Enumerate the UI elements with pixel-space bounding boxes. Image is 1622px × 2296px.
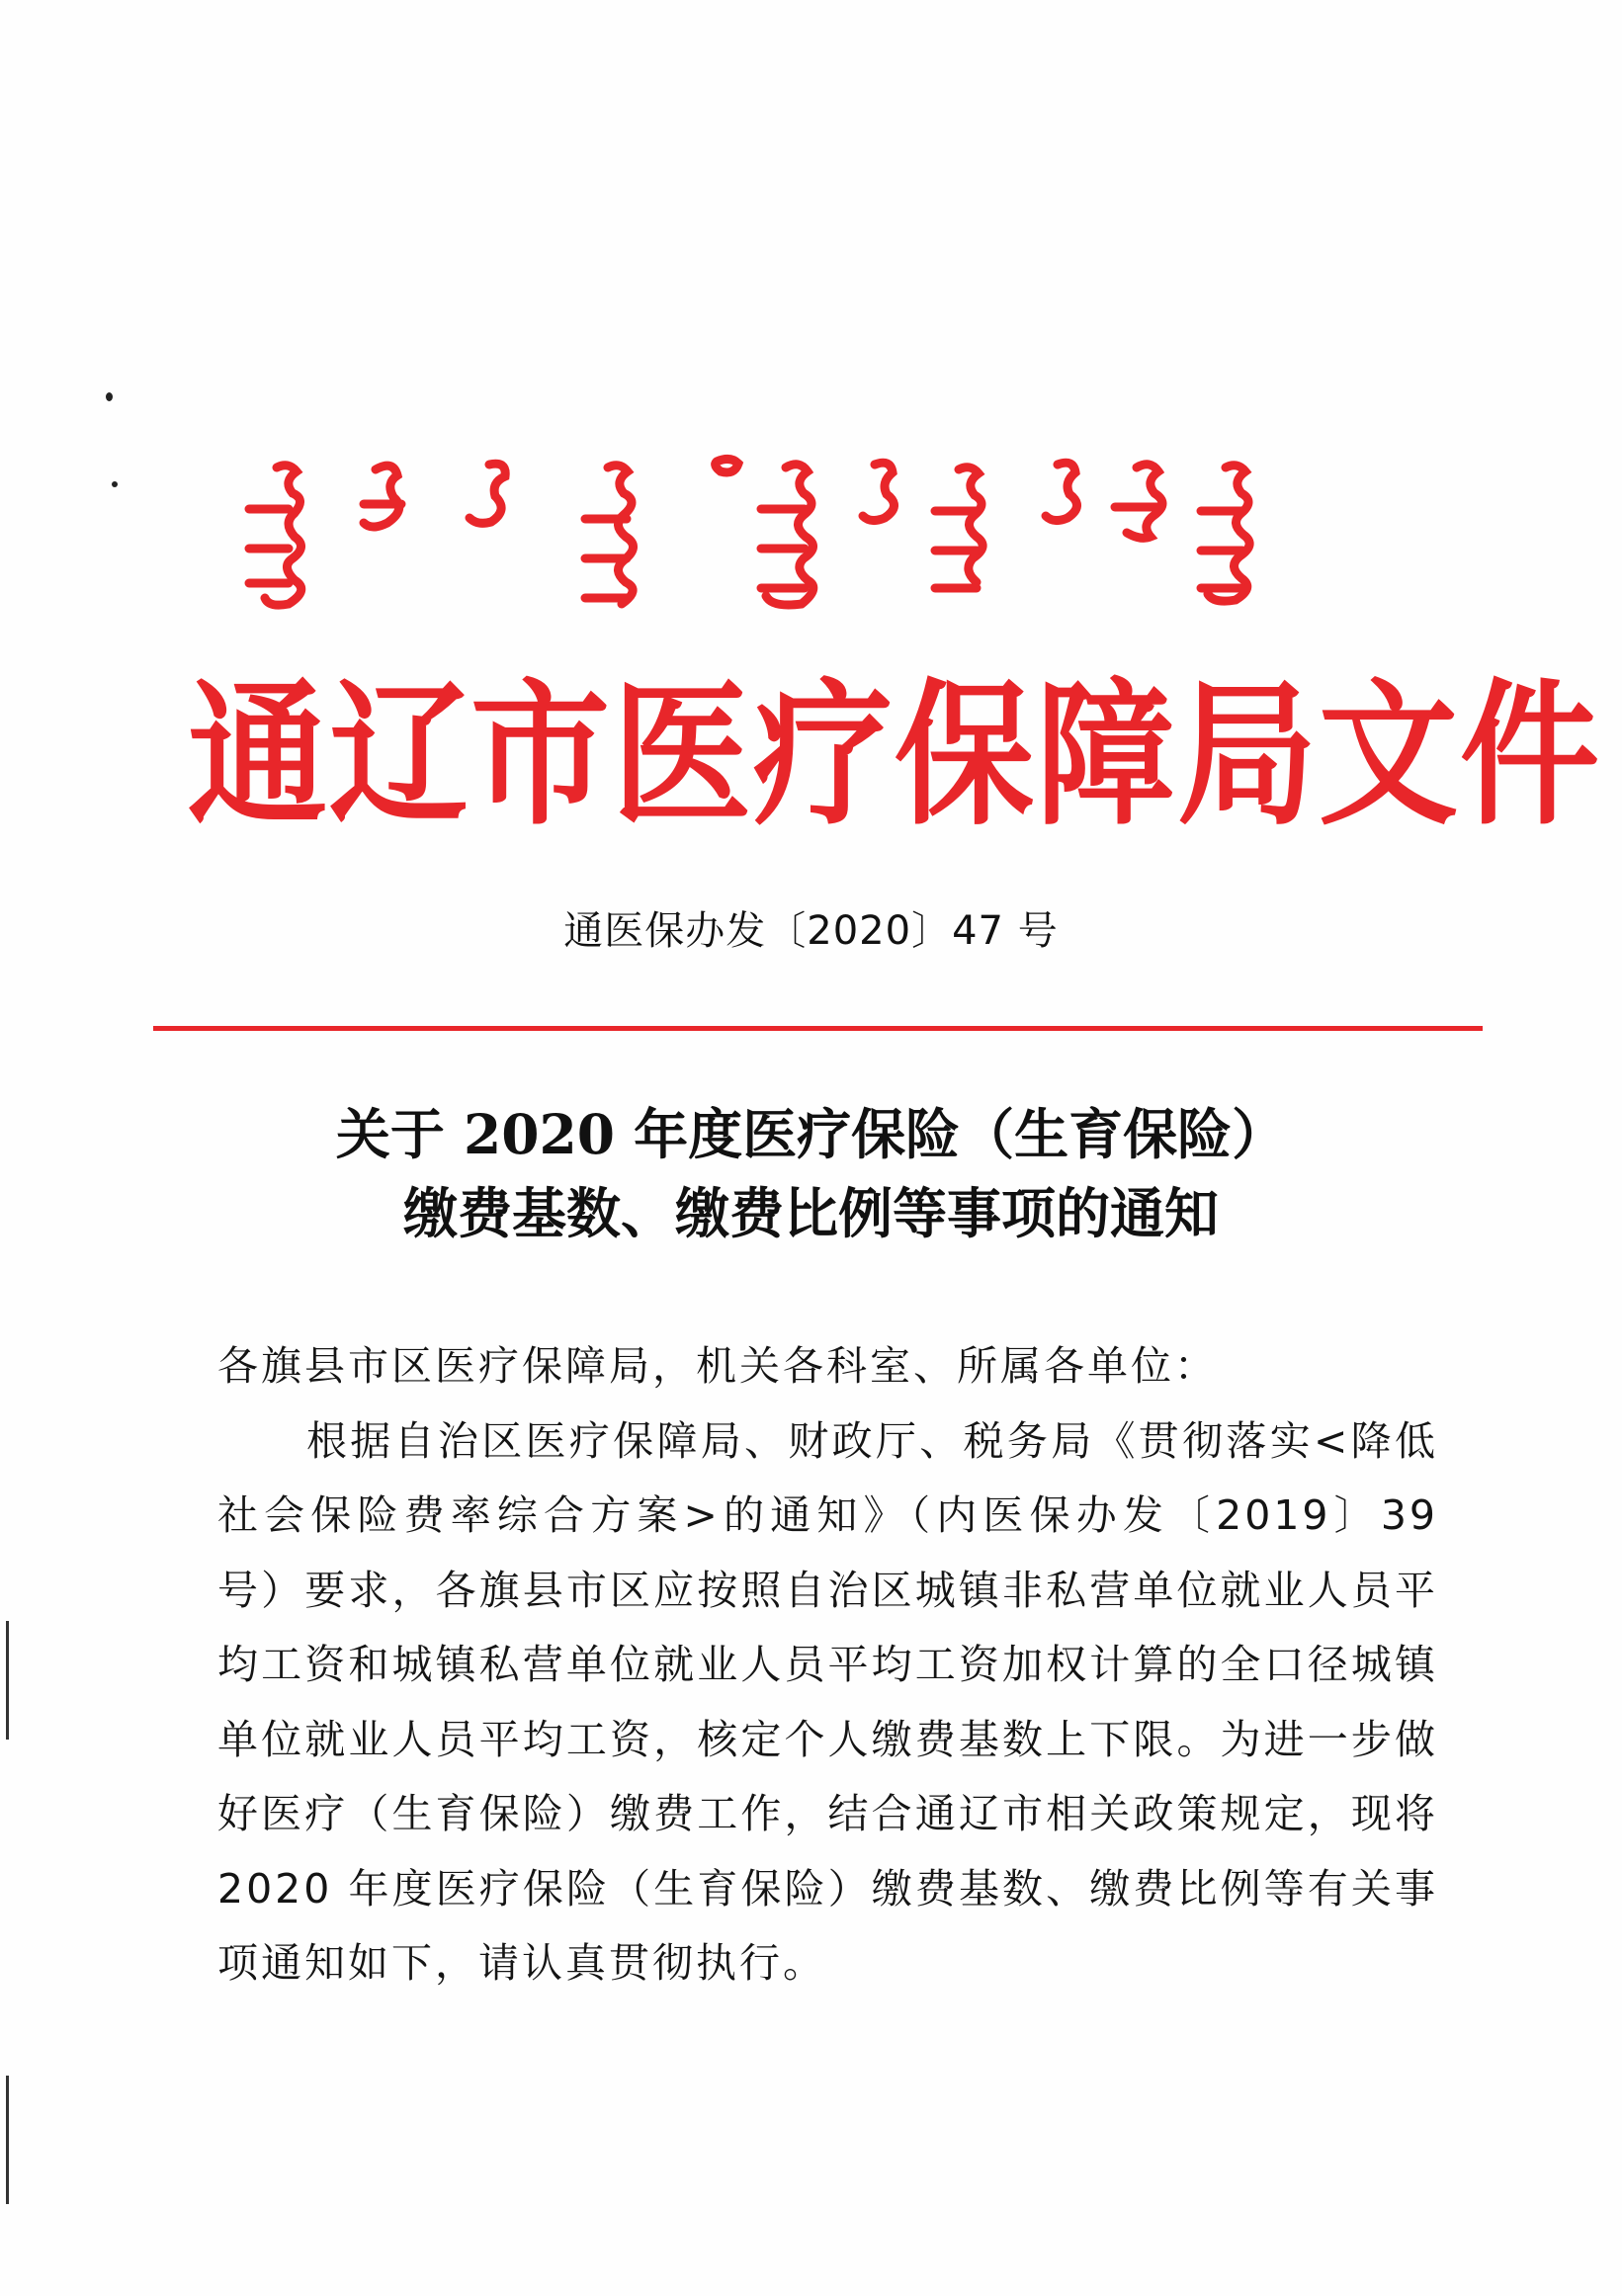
scan-edge-line <box>6 2076 9 2204</box>
scan-artifact <box>112 481 118 487</box>
document-number: 通医保办发〔2020〕47 号 <box>563 908 1059 954</box>
notice-title-line2: 缴费基数、缴费比例等事项的通知 <box>402 1181 1219 1245</box>
mongolian-script-glyphs <box>227 450 1433 633</box>
scan-artifact <box>106 392 113 401</box>
body-paragraph: 根据自治区医疗保障局、财政厅、税务局《贯彻落实<降低社会保险费率综合方案>的通知》（内医保办发〔2019〕39 号）要求，各旗县市区应按照自治区城镇非私营单位就业人员平均工资和城镇私营单位就业人员平均工资加权计算的全口径城镇单位就业人员平均工资，核定个人缴费基数上下限。为进一步做好医疗（生育保险）缴费工作，结合通辽市相关政策规定，现将 2020 年度医疗保险（生育保险）缴费基数、缴费比例等有关事项通知如下，请认真贯彻执行。 <box>217 1416 1438 1987</box>
notice-title-line1: 关于 2020 年度医疗保险（生育保险） <box>335 1102 1287 1166</box>
mongolian-script-header <box>227 450 1433 633</box>
red-divider-line <box>153 1026 1483 1031</box>
document-header-title: 通辽市医疗保障局文件 <box>188 665 1602 847</box>
notice-title <box>0 1095 1622 1253</box>
document-body <box>217 1329 1438 2001</box>
scan-edge-line <box>6 1621 9 1740</box>
salutation: 各旗县市区医疗保障局，机关各科室、所属各单位： <box>217 1342 1218 1390</box>
